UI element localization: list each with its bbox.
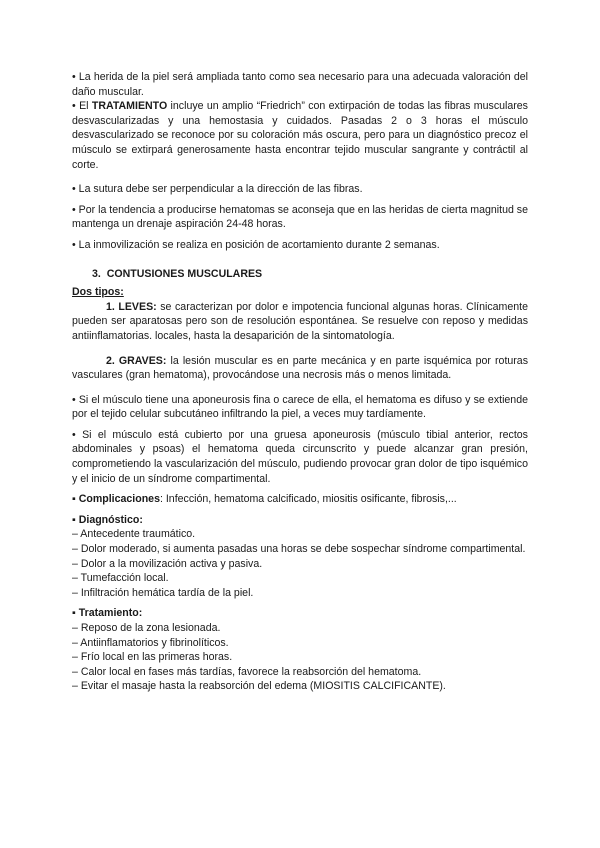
treatment-item: – Evitar el masaje hasta la reabsorción del edema (MIOSITIS CALCIFICANTE). bbox=[72, 680, 446, 693]
document-page bbox=[72, 70, 528, 694]
treatment-item: – Calor local en fases más tardías, favorece la reabsorción del hematoma. bbox=[72, 665, 422, 678]
bullet: • bbox=[72, 238, 76, 251]
section-subtitle: Dos tipos: bbox=[72, 286, 124, 299]
bullet: ▪ bbox=[72, 513, 76, 526]
bullet: • bbox=[72, 71, 76, 83]
section-heading: 3. CONTUSIONES MUSCULARES bbox=[92, 267, 263, 280]
diagnosis-item: – Infiltración hemática tardía de la piel. bbox=[72, 586, 254, 599]
bullet-thick-aponeurosis: • Si el músculo está cubierto por una gruesa aponeurosis (músculo tibial anterior, rectos abdominales y psoas) el hematoma queda circunscrito y puede alcanzar gran presión, comprometiendo la vascularización del músculo, pudiendo provocar gran dolor de tipo isquémico y el inicio de un síndrome compartimental. bbox=[72, 428, 528, 485]
bullet: ▪ bbox=[72, 607, 76, 620]
diagnosis-item: – Antecedente traumático. bbox=[72, 528, 196, 541]
bullet: • bbox=[72, 428, 76, 441]
bullet: • bbox=[72, 203, 76, 216]
diagnosis-item: – Dolor a la movilización activa y pasiva. bbox=[72, 557, 263, 570]
treatment-item: – Frío local en las primeras horas. bbox=[72, 651, 233, 664]
complications-line: ▪ Complicaciones: Infección, hematoma calcificado, miositis osificante, fibrosis,... bbox=[72, 493, 457, 506]
paragraph-wound-skin: • La herida de la piel será ampliada tanto como sea necesario para una adecuada valoración del daño muscular. bbox=[72, 71, 528, 98]
paragraph-treatment: • El TRATAMIENTO incluye un amplio “Friedrich” con extirpación de todas las fibras musculares desvascularizadas y una hemostasia y cuidados. Pasadas 2 o 3 horas el músculo desvascularizado se reconoce por su coloración más oscura, pero para un diagnóstico precoz el músculo se extirpará generosamente hasta encontrar tejido muscular sangrante y contráctil al corte. bbox=[72, 100, 528, 171]
type-graves: 2. GRAVES: la lesión muscular es en parte mecánica y en parte isquémica por roturas vasculares (gran hematoma), provocándose una necrosis más o menos limitada. bbox=[72, 354, 528, 382]
treatment-item: – Reposo de la zona lesionada. bbox=[72, 622, 221, 634]
paragraph-suture: • La sutura debe ser perpendicular a la dirección de las fibras. bbox=[72, 183, 363, 196]
diagnosis-item: – Tumefacción local. bbox=[72, 572, 169, 585]
bullet-thin-aponeurosis: • Si el músculo tiene una aponeurosis fina o carece de ella, el hematoma es difuso y se extiende por el tejido celular subcutáneo infiltrando la piel, a veces muy tardíamente. bbox=[72, 393, 528, 421]
treatment-heading: ▪ Tratamiento: bbox=[72, 607, 143, 620]
bullet: ▪ bbox=[72, 493, 76, 506]
paragraph-immobilization: • La inmovilización se realiza en posición de acortamiento durante 2 semanas. bbox=[72, 238, 440, 251]
diagnosis-item: – Dolor moderado, si aumenta pasadas una horas se debe sospechar síndrome compartimental. bbox=[72, 543, 526, 556]
bullet: • bbox=[72, 100, 76, 113]
bullet: • bbox=[72, 393, 76, 406]
treatment-item: – Antiinflamatorios y fibrinolíticos. bbox=[72, 636, 229, 649]
type-leves: 1. LEVES: se caracterizan por dolor e impotencia funcional algunas horas. Clínicamente pueden ser aparatosas pero son de resolución espontánea. Se resuelve con reposo y medidas antiinflamatorias. locales, hasta la desaparición de la sintomatología. bbox=[72, 300, 529, 342]
bullet: • bbox=[72, 183, 76, 196]
paragraph-drainage: • Por la tendencia a producirse hematomas se aconseja que en las heridas de cierta magnitud se mantenga un drenaje aspiración 24-48 horas. bbox=[72, 203, 528, 231]
diagnosis-heading: ▪ Diagnóstico: bbox=[72, 513, 143, 526]
treatment-keyword: TRATAMIENTO bbox=[91, 100, 168, 113]
